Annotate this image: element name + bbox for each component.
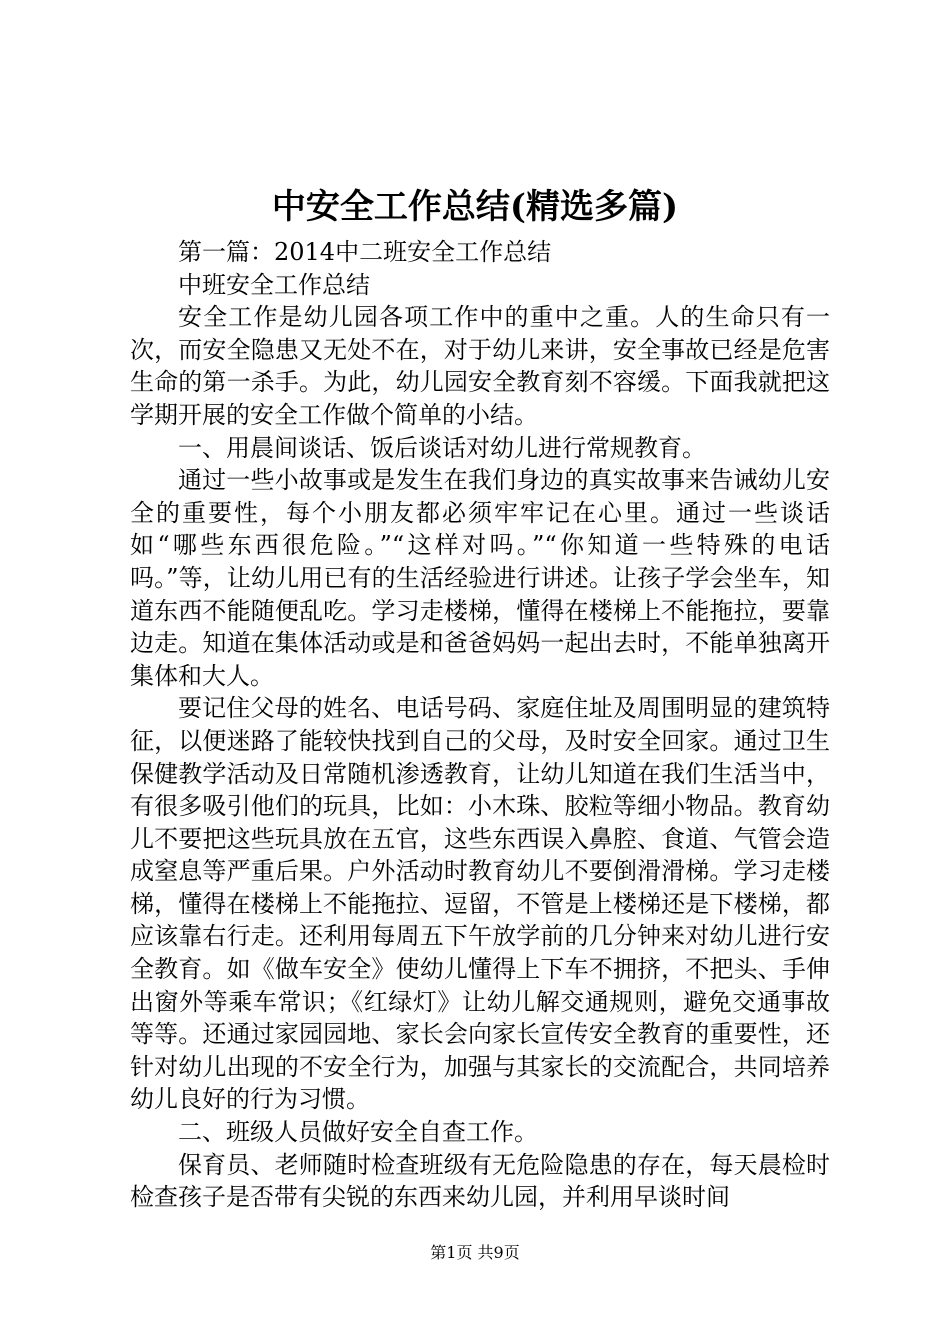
paragraph: 保育员、老师随时检查班级有无危险隐患的存在，每天晨检时检查孩子是否带有尖锐的东西来幼儿园，并利用早谈时间 — [130, 1150, 830, 1212]
paragraph: 通过一些小故事或是发生在我们身边的真实故事来告诫幼儿安全的重要性，每个小朋友都必须牢牢记在心里。通过一些谈话如“哪些东西很危险。”“这样对吗。”“你知道一些特殊的电话吗。”等，让幼儿用已有的生活经验进行讲述。让孩子学会坐车，知道东西不能随便乱吃。学习走楼梯，懂得在楼梯上不能拖拉，要靠边走。知道在集体活动或是和爸爸妈妈一起出去时，不能单独离开集体和大人。 — [130, 466, 830, 690]
subtitle: 中班安全工作总结 — [178, 270, 370, 299]
paragraph: 安全工作是幼儿园各项工作中的重中之重。人的生命只有一次，而安全隐患又无处不在，对于幼儿来讲，安全事故已经是危害生命的第一杀手。为此，幼儿园安全教育刻不容缓。下面我就把这学期开展的安全工作做个简单的小结。 — [130, 303, 830, 429]
subheading: 一、用晨间谈话、饭后谈话对幼儿进行常规教育。 — [178, 433, 706, 462]
subheading: 二、班级人员做好安全自查工作。 — [178, 1118, 538, 1147]
page-number-footer: 第1页 共9页 — [430, 1243, 520, 1262]
document-body — [130, 236, 830, 1214]
document-title: 中安全工作总结(精选多篇) — [271, 187, 679, 227]
paragraph: 要记住父母的姓名、电话号码、家庭住址及周围明显的建筑特征，以便迷路了能较快找到自己的父母，及时安全回家。通过卫生保健教学活动及日常随机渗透教育，让幼儿知道在我们生活当中，有很多吸引他们的玩具，比如：小木珠、胶粒等细小物品。教育幼儿不要把这些玩具放在五官，这些东西误入鼻腔、食道、气管会造成窒息等严重后果。户外活动时教育幼儿不要倒滑滑梯。学习走楼梯，懂得在楼梯上不能拖拉、逗留，不管是上楼梯还是下楼梯，都应该靠右行走。还利用每周五下午放学前的几分钟来对幼儿进行安全教育。如《做车安全》使幼儿懂得上下车不拥挤，不把头、手伸出窗外等乘车常识；《红绿灯》让幼儿解交通规则，避免交通事故等等。还通过家园园地、家长会向家长宣传安全教育的重要性，还针对幼儿出现的不安全行为，加强与其家长的交流配合，共同培养幼儿良好的行为习惯。 — [130, 694, 830, 1114]
section-heading: 第一篇：2014中二班安全工作总结 — [178, 238, 552, 266]
